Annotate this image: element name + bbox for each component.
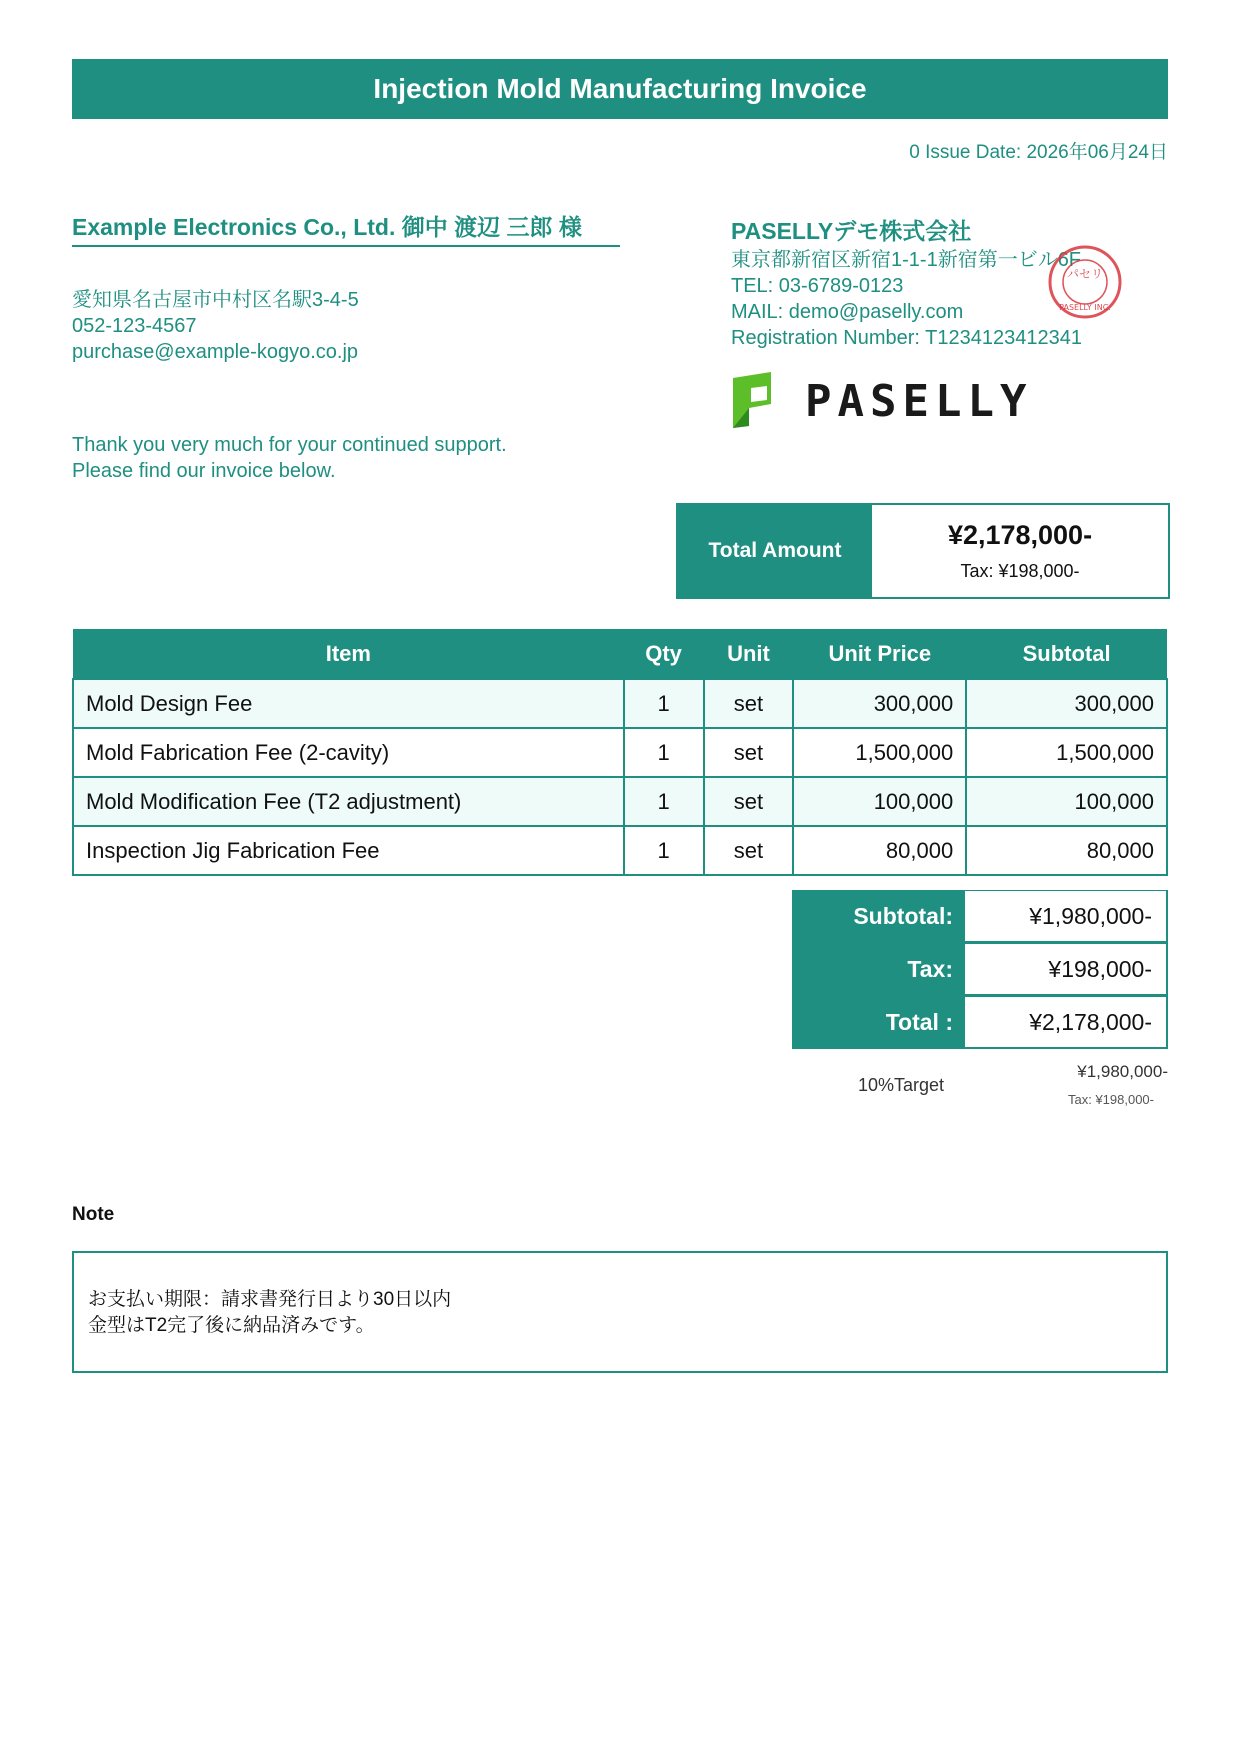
cell-unit: set (704, 679, 794, 728)
seal-inner-text: パセリ (1066, 267, 1104, 281)
client-address: 愛知県名古屋市中村区名駅3-4-5 (72, 289, 359, 311)
summary-subtotal-value: ¥1,980,000- (965, 890, 1168, 943)
cell-item: Mold Fabrication Fee (2-cavity) (73, 728, 624, 777)
note-title: Note (72, 1204, 115, 1225)
cell-qty: 1 (624, 728, 704, 777)
cell-subtotal: 300,000 (966, 679, 1167, 728)
cell-item: Mold Modification Fee (T2 adjustment) (73, 777, 624, 826)
client-email: purchase@example-kogyo.co.jp (72, 341, 359, 363)
invoice-title-bar (72, 59, 1168, 119)
header-item: Item (73, 629, 624, 679)
summary-subtotal-label: Subtotal: (792, 890, 965, 943)
note-line-2: 金型はT2完了後に納品済みです。 (88, 1315, 375, 1336)
cell-subtotal: 80,000 (966, 826, 1167, 875)
table-row (73, 777, 1167, 826)
items-table (72, 629, 1168, 876)
company-registration: Registration Number: T1234123412341 (731, 327, 1082, 349)
cell-unit-price: 1,500,000 (793, 728, 966, 777)
cell-item: Inspection Jig Fabrication Fee (73, 826, 624, 875)
table-row (73, 826, 1167, 875)
summary-block (792, 890, 1168, 1049)
tax-breakdown-label: 10%Target (858, 1075, 945, 1095)
cell-unit-price: 100,000 (793, 777, 966, 826)
company-seal-stamp (1047, 244, 1123, 320)
summary-total-row (792, 996, 1168, 1049)
summary-tax-value: ¥198,000- (965, 943, 1168, 996)
cell-subtotal: 1,500,000 (966, 728, 1167, 777)
summary-tax-row (792, 943, 1168, 996)
note-line-1: お支払い期限：請求書発行日より30日以内 (88, 1289, 452, 1310)
tax-breakdown-amount: ¥1,980,000- (1077, 1062, 1168, 1081)
total-amount-value: ¥2,178,000- (947, 520, 1093, 550)
client-info (72, 287, 359, 365)
company-tel: TEL: 03-6789-0123 (731, 275, 904, 297)
note-box (72, 1251, 1168, 1373)
summary-total-value: ¥2,178,000- (965, 996, 1168, 1049)
header-qty: Qty (624, 629, 704, 679)
client-name: Example Electronics Co., Ltd. 御中 渡辺 三郎 様 (72, 213, 620, 247)
summary-subtotal-row (792, 890, 1168, 943)
cell-qty: 1 (624, 826, 704, 875)
table-row (73, 679, 1167, 728)
thanks-line-1: Thank you very much for your continued support. (72, 434, 507, 456)
table-row (73, 728, 1167, 777)
cell-unit-price: 300,000 (793, 679, 966, 728)
paselly-logo (731, 370, 1061, 430)
cell-qty: 1 (624, 777, 704, 826)
company-name: PASELLYデモ株式会社 (731, 218, 972, 244)
company-info (731, 247, 1082, 351)
invoice-title: Injection Mold Manufacturing Invoice (373, 73, 867, 104)
summary-total-label: Total : (792, 996, 965, 1049)
cell-unit: set (704, 777, 794, 826)
header-subtotal: Subtotal (966, 629, 1167, 679)
summary-tax-label: Tax: (792, 943, 965, 996)
total-amount-values (872, 505, 1168, 597)
cell-qty: 1 (624, 679, 704, 728)
seal-outer-text: PASELLY INC. (1059, 303, 1111, 312)
total-amount-box (676, 503, 1170, 599)
company-address: 東京都新宿区新宿1-1-1新宿第一ビル6F (731, 249, 1082, 271)
cell-item: Mold Design Fee (73, 679, 624, 728)
thanks-message (72, 432, 507, 484)
cell-subtotal: 100,000 (966, 777, 1167, 826)
thanks-line-2: Please find our invoice below. (72, 460, 336, 482)
header-unit: Unit (704, 629, 794, 679)
cell-unit-price: 80,000 (793, 826, 966, 875)
company-mail: MAIL: demo@paselly.com (731, 301, 964, 323)
table-header-row (73, 629, 1167, 679)
total-amount-label: Total Amount (678, 505, 872, 597)
header-unit-price: Unit Price (793, 629, 966, 679)
cell-unit: set (704, 728, 794, 777)
logo-wordmark: PASELLY (805, 376, 1033, 427)
issue-date: 0 Issue Date: 2026年06月24日 (909, 142, 1168, 163)
cell-unit: set (704, 826, 794, 875)
tax-breakdown-tax: Tax: ¥198,000- (1067, 1092, 1154, 1107)
client-phone: 052-123-4567 (72, 315, 197, 337)
total-amount-tax: Tax: ¥198,000- (960, 561, 1080, 581)
